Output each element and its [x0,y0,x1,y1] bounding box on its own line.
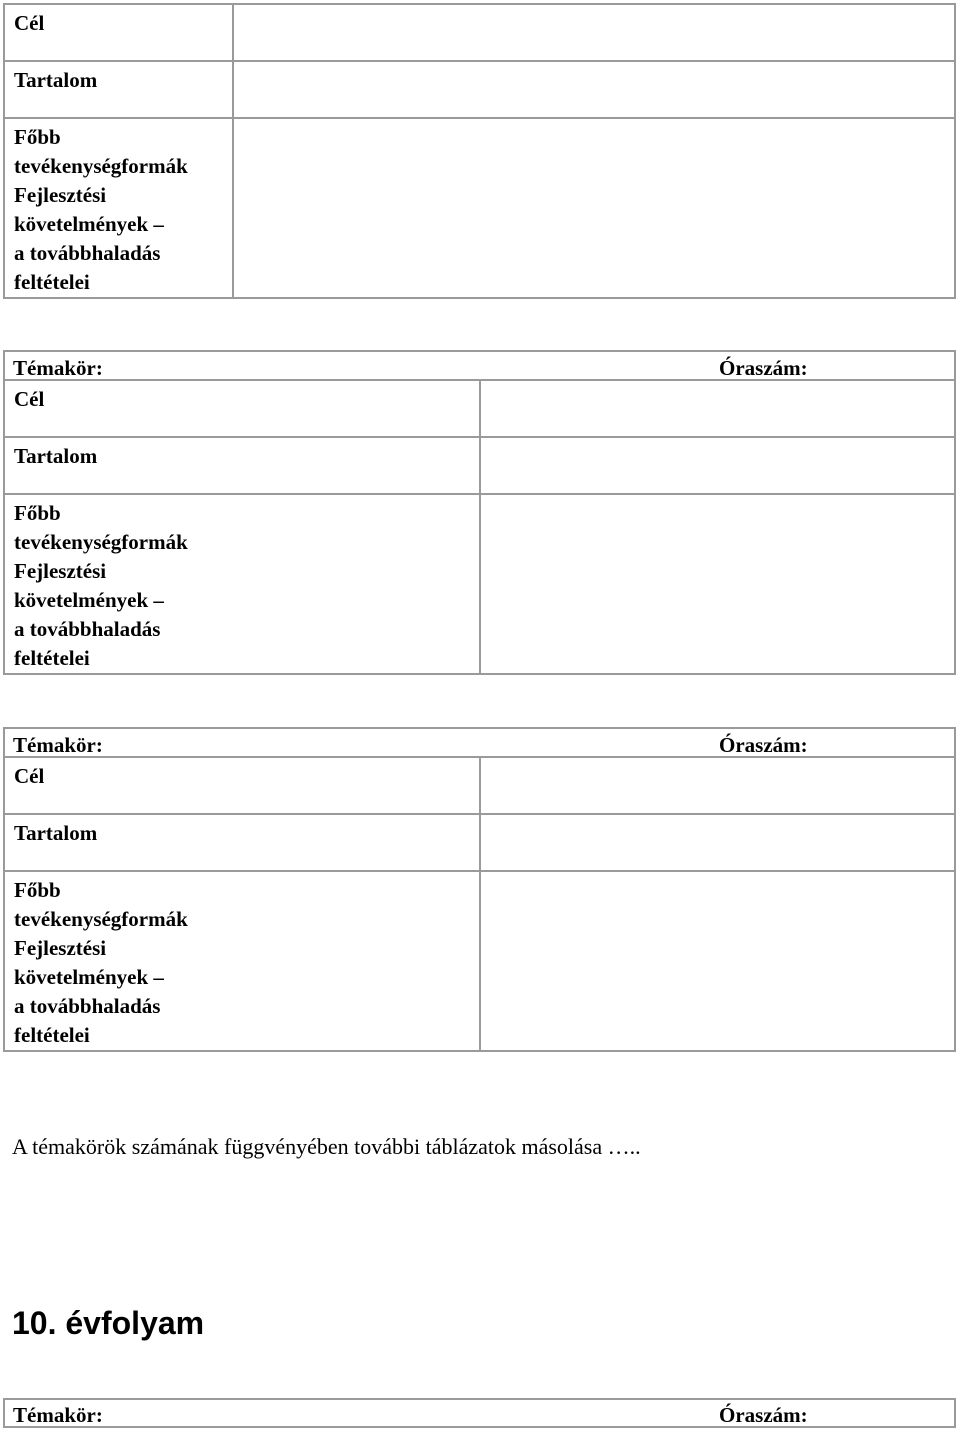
temakor-label: Témakör: [13,1403,103,1427]
fobb-tevekenysegformak-label: Főbb tevékenységformák [14,501,188,554]
cel-field[interactable] [480,757,956,814]
cel-field[interactable] [480,380,956,437]
copy-tables-note: A témakörök számának függvényében további táblázatok másolása ….. [12,1134,641,1159]
oraszam-label: Óraszám: [719,356,808,380]
temakor-label: Témakör: [13,356,103,380]
fejlesztesi-kovetelmenyek-label: Fejlesztési követelmények – a továbbhaladás feltételei [14,183,164,294]
cel-field[interactable] [233,4,955,61]
topic-header-row [4,351,955,380]
topic-header-row-last [3,1398,956,1428]
cel-label: Cél [14,764,45,788]
oraszam-label: Óraszám: [719,733,808,757]
tartalom-field[interactable] [480,814,956,871]
fobb-tevekenysegformak-label: Főbb tevékenységformák [14,878,188,931]
fobb-fejlesztesi-field[interactable] [480,871,956,1051]
fejlesztesi-kovetelmenyek-label: Fejlesztési követelmények – a továbbhaladás feltételei [14,559,164,670]
oraszam-label: Óraszám: [719,1403,808,1427]
temakor-label: Témakör: [13,733,103,757]
tartalom-label: Tartalom [14,821,98,845]
fobb-fejlesztesi-field[interactable] [233,118,955,298]
tartalom-field[interactable] [233,61,955,118]
fejlesztesi-kovetelmenyek-label: Fejlesztési követelmények – a továbbhaladás feltételei [14,936,164,1047]
topic-header-row [4,728,955,757]
fobb-fejlesztesi-field[interactable] [480,494,956,674]
topic-table-2 [3,727,956,1052]
grade-heading: 10. évfolyam [12,1305,205,1341]
tartalom-field[interactable] [480,437,956,494]
cel-label: Cél [14,11,45,35]
tartalom-label: Tartalom [14,444,98,468]
topic-table-1 [3,350,956,675]
tartalom-label: Tartalom [14,68,98,92]
fobb-tevekenysegformak-label: Főbb tevékenységformák [14,125,188,178]
cel-label: Cél [14,387,45,411]
topic-table-partial [3,3,956,299]
